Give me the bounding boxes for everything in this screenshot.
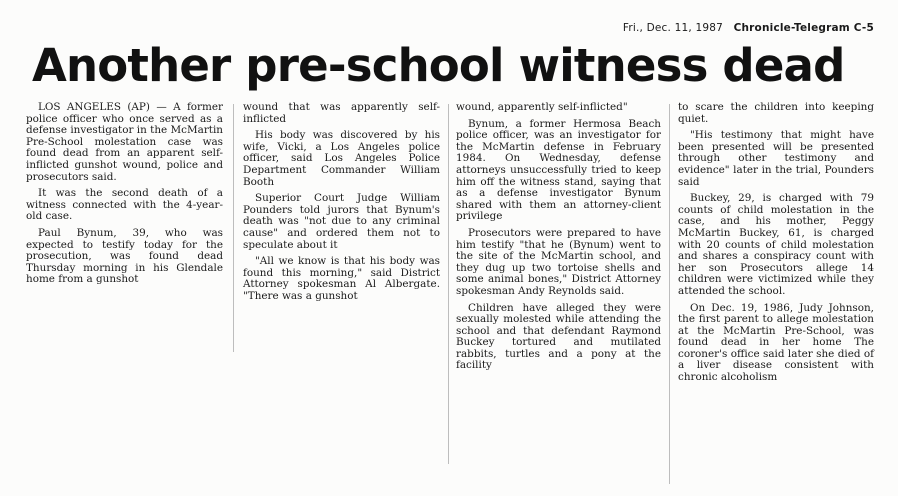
- paragraph: It was the second death of a witness connected with the 4-year-old case.: [26, 187, 223, 223]
- article-column-1: [26, 102, 223, 291]
- article-column-3: [456, 102, 661, 377]
- headline: Another pre-school witness dead: [32, 39, 845, 92]
- column-divider: [448, 104, 449, 464]
- paragraph: Bynum, a former Hermosa Beach police officer, was an investigator for the McMartin defense in February 1984. On Wednesday, defense attorneys unsuccessfully tried to keep him off the witness stand, saying that as a defense investigator Bynum shared with them an attorney-client privilege: [456, 117, 661, 223]
- paragraph: "All we know is that his body was found this morning," said District Attorney spokesman Al Albergate. "There was a gunshot: [243, 255, 440, 302]
- paragraph: Paul Bynum, 39, who was expected to testify today for the prosecution, was found dead Thursday morning in his Glendale home from a gunshot: [26, 226, 223, 286]
- paragraph: His body was discovered by his wife, Vicki, a Los Angeles police officer, said Los Angeles Police Department Commander William Booth: [243, 129, 440, 188]
- article-column-4: [678, 102, 874, 389]
- article-column-2: [243, 102, 440, 308]
- paragraph: Prosecutors were prepared to have him testify "that he (Bynum) went to the site of the McMartin school, and they dug up two tortoise shells and some animal bones," District Attorney spokesman Andy Reynolds said.: [456, 226, 661, 297]
- paragraph: Children have alleged they were sexually molested while attending the school and that defendant Raymond Buckey tortured and mutilated rabbits, turtles and a pony at the facility: [456, 301, 661, 372]
- column-divider: [233, 104, 234, 352]
- dateline-date: Fri., Dec. 11, 1987: [622, 22, 723, 34]
- paragraph: to scare the children into keeping quiet.: [678, 101, 874, 125]
- paragraph: wound, apparently self-inflicted": [456, 101, 628, 113]
- dateline: [623, 22, 874, 34]
- paragraph: wound that was apparently self-inflicted: [243, 101, 440, 125]
- paragraph: "His testimony that might have been presented will be presented through other testimony and evidence" later in the trial, Pounders said: [678, 129, 874, 188]
- column-divider: [669, 104, 670, 484]
- paragraph: Buckey, 29, is charged with 79 counts of child molestation in the case, and his mother, Peggy McMartin Buckey, 61, is charged with 20 counts of child molestation and shares a conspiracy count with her son Prosecutors allege 14 children were victimized while they attended the school.: [678, 192, 874, 297]
- dateline-publication: Chronicle-Telegram C-5: [733, 22, 874, 34]
- paragraph: On Dec. 19, 1986, Judy Johnson, the first parent to allege molestation at the McMartin Pre-School, was found dead in her home The coroner's office said later she died of a liver disease consistent with chronic alcoholism: [678, 301, 874, 384]
- paragraph: LOS ANGELES (AP) — A former police officer who once served as a defense investigator in the McMartin Pre-School molestation case was found dead from an apparent self-inflicted gunshot wound, police and prosecutors said.: [26, 101, 223, 183]
- paragraph: Superior Court Judge William Pounders told jurors that Bynum's death was "not due to any criminal cause" and ordered them not to speculate about it: [243, 192, 440, 251]
